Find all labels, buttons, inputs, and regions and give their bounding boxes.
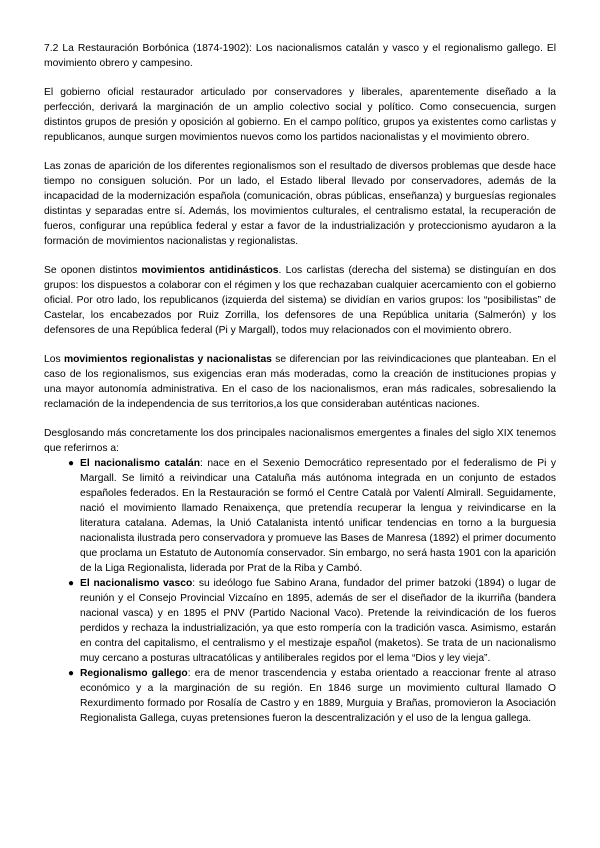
text-run: . Los carlistas (derecha del sistema) se distinguían en dos grupos: los dispuestos a colaborar con el régimen y los que rechazaban cualquier acercamiento con el gobierno oficial. Por otro lado, los republicanos (izquierda del sistema) se dividían en varios grupos: los “posibilistas” de Castelar, los encabezados por Ruiz Zorrilla, los defensores de una República unitaria (Salmerón) y los defensores de una República federal (Pi y Margall), todos muy relacionados con el movimiento obrero.	[44, 265, 556, 336]
text-run: : nace en el Sexenio Democrático representado por el federalismo de Pi y Margall. Se limitó a reivindicar una Cataluña más autónoma integrada en un conjunto de estados españoles federados. En la Restauración se formó el Centre Català por Valentí Almirall. Seguidamente, nació el movimiento llamado Renaixença, que pretendía recuperar la lengua y reivindicarse en la literatura catalana. Ademas, la Unió Catalanista intentó unificar tendencias en torno a la burguesia nacionalista ilustrada pero conservadora y promueve las Bases de Manresa (1892) el primer documento que proclama un Estatuto de Autonomía conservador. Sin embargo, no será hasta 1901 con la aparición de la Liga Regionalista, liderada por Prat de la Riba y Cambó.	[80, 458, 556, 574]
list-item-basque	[68, 576, 557, 666]
list-item-catalan	[68, 456, 556, 576]
list-item-galician	[68, 666, 557, 726]
bold-term: movimientos regionalistas y nacionalistas	[63, 354, 272, 365]
bullet-icon: ●	[68, 458, 75, 469]
bold-term: movimientos antidinásticos	[141, 265, 279, 276]
text-run: se diferencian por las reivindicaciones que planteaban. En el caso de los regionalismos, sus exigencias eran más moderadas, como la creación de instituciones propias y una mayor autonomía administrativa. En el caso de los nacionalismos, eran más radicales, sobresaliendo la reclamación de la independencia de sus territorios,a los que consideraban auténticas naciones.	[44, 354, 556, 410]
nationalisms-list	[44, 456, 556, 726]
bullet-icon: ●	[68, 578, 75, 589]
paragraph-antidynastic	[44, 263, 556, 338]
paragraph-intro-government: El gobierno oficial restaurador articulado por conservadores y liberales, aparentemente diseñado a la perfección, derivará la marginación de un amplio colectivo social y político. Como consecuencia, surgen distintos grupos de presión y oposición al gobierno. En el campo político, grupos ya existentes como carlistas y republicanos, aunque surgen movimientos nuevos como los partidos nacionalistas y el movimiento obrero.	[44, 87, 556, 143]
text-run: : su ideólogo fue Sabino Arana, fundador del primer batzoki (1894) o lugar de reunión y el Consejo Provincial Vizcaíno en 1895, además de ser el diseñador de la ikurriña (bandera nacional vasca) y en 1895 el PNV (Partido Nacional Vaco). Pretende la reivindicación de los fueros perdidos y rechaza la industrialización, ya que esto rompería con la tradición vasca. Asimismo, estarán en contra del capitalismo, el centralismo y el mestizaje español (maketos). Se trata de un nacionalismo muy cercano a posturas ultracatólicas y antiliberales regidos por el lema “Dios y ley vieja”.	[80, 578, 557, 664]
paragraph-list-intro: Desglosando más concretamente los dos principales nacionalismos emergentes a finales del siglo XIX tenemos que referirnos a:	[44, 428, 556, 454]
paragraph-regionalism-origins: Las zonas de aparición de los diferentes regionalismos son el resultado de diversos problemas que desde hace tiempo no consiguen solución. Por un lado, el Estado liberal llevado por conservadores, además de la incapacidad de la modernización española (comunicación, obras públicas, enseñanza) y burguesías regionales distintas y separadas entre sí. Además, los movimientos culturales, el centralismo estatal, la recuperación de fueros, configurar una república federal y estar a favor de la industrialización y proteccionismo ayudaron a la formación de movimientos nacionalistas y regionalistas.	[44, 161, 556, 247]
bold-term: Regionalismo gallego	[80, 668, 188, 679]
bullet-icon: ●	[68, 668, 75, 679]
bold-term: El nacionalismo vasco	[80, 578, 193, 589]
text-run: Se oponen distintos	[44, 265, 142, 276]
paragraph-regionalist-nationalist	[44, 352, 556, 412]
text-run: : era de menor trascendencia y estaba orientado a reaccionar frente al atraso económico y a la marginación de su región. En 1846 surge un movimiento cultural llamado O Rexurdimento formado por Rosalía de Castro y en 1889, Murguia y Brañas, promovieron la Asociación Regionalista Gallega, cuyas pretensiones fueron la descentralización y el uso de la lengua gallega.	[80, 668, 557, 724]
section-title: 7.2 La Restauración Borbónica (1874-1902): Los nacionalismos catalán y vasco y el regionalismo gallego. El movimiento obrero y campesino.	[44, 43, 556, 69]
text-run: Los	[44, 354, 64, 365]
bold-term: El nacionalismo catalán	[80, 458, 200, 469]
